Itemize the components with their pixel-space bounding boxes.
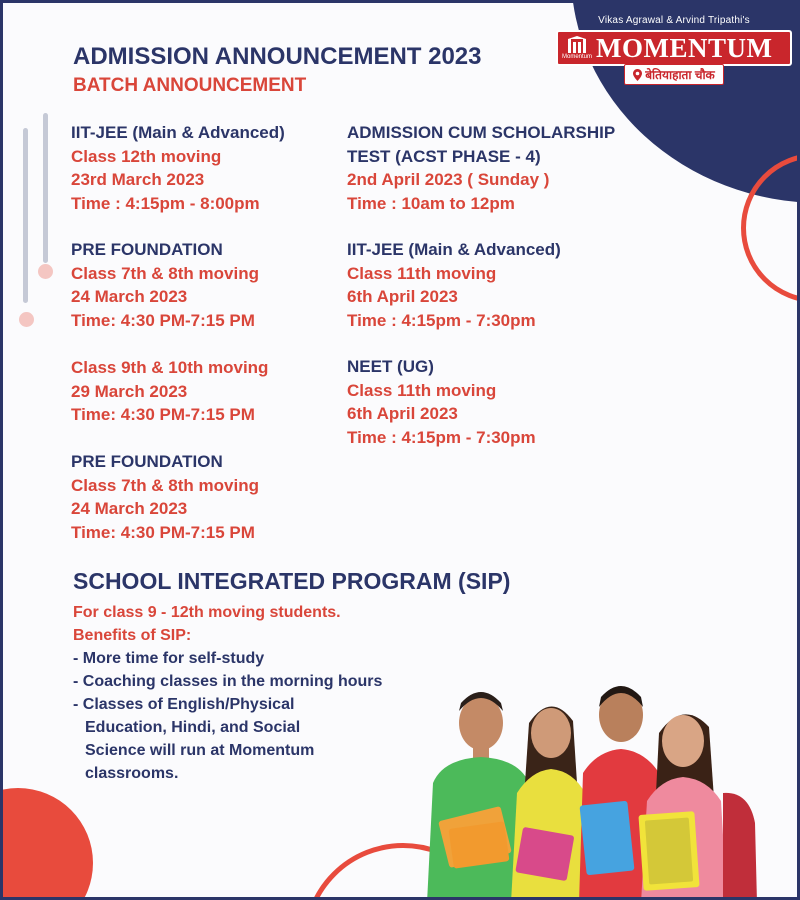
decor-line bbox=[43, 113, 48, 263]
batch-line: Time: 4:30 PM-7:15 PM bbox=[71, 405, 255, 424]
logo-location bbox=[624, 64, 724, 85]
momentum-logo bbox=[556, 15, 792, 89]
batch-line: Time : 4:15pm - 7:30pm bbox=[347, 427, 536, 447]
batch-heading: PRE FOUNDATION bbox=[71, 240, 223, 259]
sip-benefit-item: - Classes of English/Physical bbox=[73, 696, 295, 713]
logo-box bbox=[556, 30, 792, 66]
batch-heading: IIT-JEE (Main & Advanced) bbox=[347, 240, 561, 259]
page-subtitle: BATCH ANNOUNCEMENT bbox=[73, 75, 307, 96]
sip-intro: For class 9 - 12th moving students. bbox=[73, 604, 341, 621]
batch-line: 6th April 2023 bbox=[347, 287, 458, 306]
batch-block-pre-foundation-2 bbox=[71, 450, 259, 544]
sip-benefit-continuation: Science will run at Momentum bbox=[85, 742, 315, 759]
batch-heading: ADMISSION CUM SCHOLARSHIP bbox=[347, 123, 616, 142]
batch-heading: IIT-JEE (Main & Advanced) bbox=[71, 123, 285, 142]
sip-details bbox=[73, 601, 382, 785]
student-pink-top bbox=[638, 714, 757, 900]
batch-line: 24 March 2023 bbox=[71, 499, 188, 518]
student-yellow-top bbox=[511, 706, 591, 900]
batch-block-acst bbox=[347, 121, 615, 215]
batch-line: 23rd March 2023 bbox=[71, 170, 205, 189]
momentum-emblem-icon bbox=[562, 34, 593, 62]
location-pin-icon bbox=[633, 69, 642, 81]
batch-block-iit-jee-12 bbox=[71, 121, 285, 215]
batch-heading: NEET (UG) bbox=[347, 357, 434, 376]
sip-benefit-continuation: classrooms. bbox=[85, 765, 179, 782]
logo-brand-name: MOMENTUM bbox=[596, 32, 773, 63]
batch-line: Time : 4:15pm - 8:00pm bbox=[71, 193, 260, 213]
batch-block-neet bbox=[347, 355, 536, 449]
decor-dot bbox=[19, 312, 34, 327]
sip-benefit-item: - Coaching classes in the morning hours bbox=[73, 673, 383, 690]
logo-location-text: बेतियाहाता चौक bbox=[645, 68, 715, 82]
batch-line: Class 9th & 10th moving bbox=[71, 358, 269, 377]
batch-line: Time : 4:15pm - 7:30pm bbox=[347, 310, 536, 330]
batch-block-pre-foundation bbox=[71, 238, 259, 332]
batch-line: 2nd April 2023 ( Sunday ) bbox=[347, 170, 550, 189]
batch-heading: PRE FOUNDATION bbox=[71, 452, 223, 471]
sip-benefit-continuation: Education, Hindi, and Social bbox=[85, 719, 301, 736]
red-circle-decoration bbox=[0, 788, 93, 900]
sip-title: SCHOOL INTEGRATED PROGRAM (SIP) bbox=[73, 568, 511, 594]
batch-heading: TEST (ACST PHASE - 4) bbox=[347, 146, 541, 166]
batch-line: Class 7th & 8th moving bbox=[71, 475, 259, 495]
batch-line: Class 12th moving bbox=[71, 146, 222, 166]
batch-line: Time : 10am to 12pm bbox=[347, 193, 515, 213]
batch-line: Time: 4:30 PM-7:15 PM bbox=[71, 310, 255, 330]
decor-line bbox=[23, 128, 28, 303]
batch-block-iit-jee-11 bbox=[347, 238, 561, 332]
batch-line: 6th April 2023 bbox=[347, 404, 458, 423]
logo-emblem-caption: Momentum bbox=[562, 54, 593, 60]
batch-line: 29 March 2023 bbox=[71, 381, 188, 401]
sip-benefits-heading: Benefits of SIP: bbox=[73, 627, 192, 644]
sip-benefit-item: - More time for self-study bbox=[73, 650, 265, 667]
decor-dot bbox=[38, 264, 53, 279]
students-photo bbox=[393, 663, 793, 900]
batch-line: Class 11th moving bbox=[347, 263, 497, 283]
batch-block-class-9-10 bbox=[71, 356, 268, 427]
logo-tagline: Vikas Agrawal & Arvind Tripathi's bbox=[598, 15, 750, 26]
batch-line: Time: 4:30 PM-7:15 PM bbox=[71, 522, 255, 542]
batch-line: Class 7th & 8th moving bbox=[71, 263, 259, 283]
page-title: ADMISSION ANNOUNCEMENT 2023 bbox=[73, 43, 482, 70]
batch-line: 24 March 2023 bbox=[71, 287, 188, 306]
batch-line: Class 11th moving bbox=[347, 380, 497, 400]
